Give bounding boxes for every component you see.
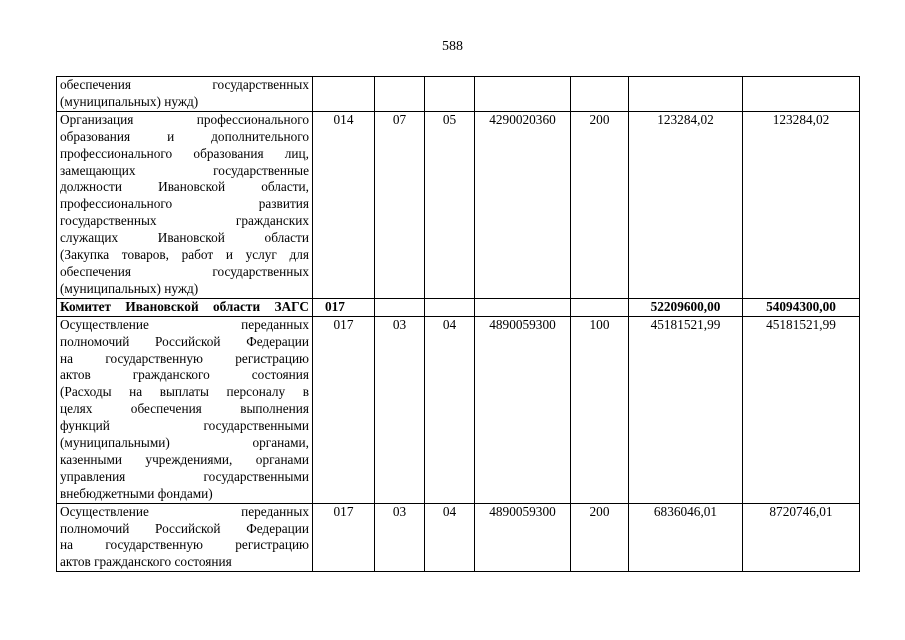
row-name-line: замещающих государственные [60, 162, 309, 178]
amount-year-1 [629, 77, 743, 112]
section-code [375, 298, 425, 316]
row-name-line: казенными учреждениями, органами [60, 451, 309, 467]
row-name [57, 316, 313, 503]
section-code: 03 [375, 503, 425, 572]
section-code [375, 77, 425, 112]
row-name-line: полномочий Российской Федерации [60, 333, 309, 349]
row-name-line: профессионального образования лиц, [60, 145, 309, 161]
row-name-line: функций государственными [60, 418, 309, 434]
row-name-line: актов гражданского состояния [60, 554, 232, 570]
budget-table [56, 76, 860, 572]
table-row [57, 316, 860, 503]
row-name-line: обеспечения государственных [60, 263, 309, 279]
row-name-line: образования и дополнительного [60, 128, 309, 144]
target-article: 4290020360 [475, 111, 571, 298]
row-name-line: на государственную регистрацию [60, 350, 309, 366]
subsection-code [425, 77, 475, 112]
row-name-line: полномочий Российской Федерации [60, 520, 309, 536]
amount-year-1: 6836046,01 [629, 503, 743, 572]
amount-year-1: 123284,02 [629, 111, 743, 298]
row-name-line: служащих Ивановской области [60, 230, 309, 246]
row-name-line: государственных гражданских [60, 213, 309, 229]
row-name [57, 503, 313, 572]
section-code: 03 [375, 316, 425, 503]
table-row [57, 111, 860, 298]
ministry-code: 017 [313, 503, 375, 572]
expense-type [571, 298, 629, 316]
row-name-line: Организация профессионального [60, 111, 309, 127]
amount-year-1: 52209600,00 [629, 298, 743, 316]
amount-year-2 [743, 77, 860, 112]
row-name-line: (Расходы на выплаты персоналу в [60, 384, 309, 400]
amount-year-2: 45181521,99 [743, 316, 860, 503]
row-name-line: (Закупка товаров, работ и услуг для [60, 247, 309, 263]
expense-type [571, 77, 629, 112]
row-name-line: (муниципальных) нужд) [60, 93, 199, 109]
row-name-line: профессионального развития [60, 196, 309, 212]
target-article [475, 77, 571, 112]
target-article: 4890059300 [475, 316, 571, 503]
row-name [57, 77, 313, 112]
expense-type: 200 [571, 503, 629, 572]
subsection-code: 04 [425, 316, 475, 503]
amount-year-2: 8720746,01 [743, 503, 860, 572]
table-row [57, 77, 860, 112]
row-name-line: Осуществление переданных [60, 316, 309, 332]
row-name-line: целях обеспечения выполнения [60, 401, 309, 417]
section-code: 07 [375, 111, 425, 298]
ministry-code [313, 77, 375, 112]
amount-year-2: 123284,02 [743, 111, 860, 298]
subsection-code: 04 [425, 503, 475, 572]
subsection-code: 05 [425, 111, 475, 298]
target-article: 4890059300 [475, 503, 571, 572]
page-number: 588 [442, 39, 463, 54]
row-name-line: (муниципальными) органами, [60, 435, 309, 451]
row-name [57, 111, 313, 298]
row-name-line: управления государственными [60, 468, 309, 484]
ministry-code: 017 [313, 298, 375, 316]
ministry-code: 014 [313, 111, 375, 298]
table-row [57, 503, 860, 572]
expense-type: 100 [571, 316, 629, 503]
target-article [475, 298, 571, 316]
row-name-line: Осуществление переданных [60, 503, 309, 519]
row-name-line: внебюджетными фондами) [60, 485, 213, 501]
row-name-line: должности Ивановской области, [60, 179, 309, 195]
row-name [57, 298, 313, 316]
row-name-line: обеспечения государственных [60, 77, 309, 92]
amount-year-2: 54094300,00 [743, 298, 860, 316]
table-row [57, 298, 860, 316]
row-name-line: на государственную регистрацию [60, 537, 309, 553]
ministry-code: 017 [313, 316, 375, 503]
subsection-code [425, 298, 475, 316]
row-name-line: актов гражданского состояния [60, 367, 309, 383]
row-name-line: (муниципальных) нужд) [60, 280, 199, 296]
amount-year-1: 45181521,99 [629, 316, 743, 503]
row-name-line: Комитет Ивановской области ЗАГС [60, 298, 309, 314]
expense-type: 200 [571, 111, 629, 298]
